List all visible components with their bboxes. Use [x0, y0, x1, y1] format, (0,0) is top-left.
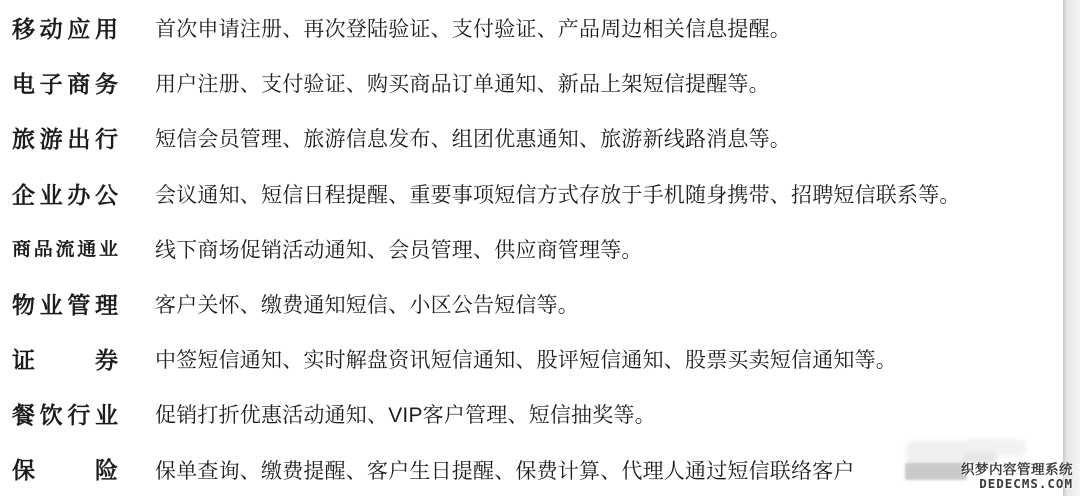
usecase-table [0, 2, 1080, 496]
category-description: 首次申请注册、再次登陆验证、支付验证、产品周边相关信息提醒。 [155, 18, 791, 42]
table-row [0, 333, 1080, 388]
redaction-smudge [905, 463, 967, 480]
category-description: 促销打折优惠活动通知、VIP客户管理、短信抽奖等。 [155, 404, 656, 428]
category-label: 旅游出行 [12, 127, 118, 153]
watermark-text-en: DEDECMS.COM [979, 475, 1073, 491]
category-label: 证券 [12, 348, 118, 374]
category-description: 短信会员管理、旅游信息发布、组团优惠通知、旅游新线路消息等。 [155, 128, 791, 152]
category-description: 会议通知、短信日程提醒、重要事项短信方式存放于手机随身携带、招聘短信联系等。 [155, 183, 961, 207]
category-label: 餐饮行业 [12, 403, 118, 429]
page-edge-shadow [1063, 0, 1080, 496]
category-label: 电子商务 [12, 72, 118, 98]
category-description: 中签短信通知、实时解盘资讯短信通知、股评短信通知、股票买卖短信通知等。 [155, 349, 897, 373]
category-label: 物业管理 [12, 292, 118, 318]
dedecms-watermark [961, 463, 1073, 490]
table-row [0, 112, 1080, 167]
category-description: 用户注册、支付验证、购买商品订单通知、新品上架短信提醒等。 [155, 73, 770, 97]
category-description: 保单查询、缴费提醒、客户生日提醒、保费计算、代理人通过短信联络客户 [155, 459, 855, 483]
category-label: 移动应用 [12, 16, 118, 42]
table-row [0, 57, 1080, 112]
category-description: 客户关怀、缴费通知短信、小区公告短信等。 [155, 293, 579, 317]
table-row [0, 2, 1080, 57]
table-row [0, 168, 1080, 223]
table-row [0, 223, 1080, 278]
category-label: 企业办公 [12, 182, 118, 208]
category-description: 线下商场促销活动通知、会员管理、供应商管理等。 [155, 238, 643, 262]
table-row [0, 278, 1080, 333]
category-label: 保险 [12, 458, 118, 484]
table-row [0, 388, 1080, 443]
watermark-text-cn: 织梦内容管理系统 [961, 461, 1073, 477]
category-label: 商品流通业 [12, 239, 118, 260]
